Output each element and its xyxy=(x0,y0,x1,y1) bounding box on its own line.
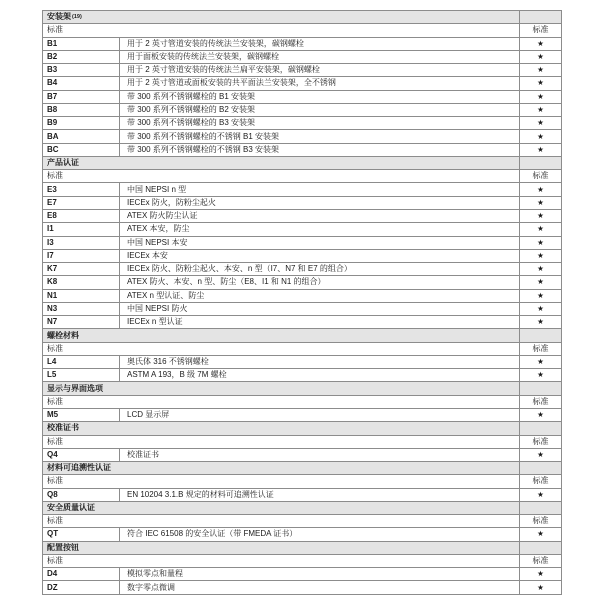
option-description: IECEx 防火，防粉尘起火 xyxy=(119,197,519,209)
availability-cell xyxy=(519,369,561,381)
availability-star-icon: ★ xyxy=(537,250,544,260)
option-description: IECEx n 型认证 xyxy=(119,316,519,328)
option-code: B2 xyxy=(47,51,58,61)
option-description: ATEX 防火、本安、n 型、防尘（E8、I1 和 N1 的组合） xyxy=(119,276,519,288)
availability-column-header: 标准 xyxy=(519,170,561,182)
option-code: M5 xyxy=(47,410,59,420)
option-row xyxy=(43,581,561,594)
option-row xyxy=(43,356,561,369)
option-description: 数字零点微调 xyxy=(119,581,519,593)
option-description: 模拟零点和量程 xyxy=(119,568,519,580)
availability-cell xyxy=(519,290,561,302)
option-code: DZ xyxy=(47,582,58,592)
option-row xyxy=(43,197,561,210)
subheader-standard-label: 标准 xyxy=(47,556,63,566)
option-row xyxy=(43,303,561,316)
availability-star-icon: ★ xyxy=(537,78,544,88)
option-row xyxy=(43,369,561,382)
availability-star-icon: ★ xyxy=(537,277,544,287)
option-description: 中国 NEPSI n 型 xyxy=(119,183,519,195)
availability-star-icon: ★ xyxy=(537,211,544,221)
availability-cell xyxy=(519,38,561,50)
subheader-row xyxy=(43,436,561,449)
availability-cell xyxy=(519,77,561,89)
subheader-standard-label: 标准 xyxy=(47,516,63,526)
availability-cell xyxy=(519,223,561,235)
option-row xyxy=(43,210,561,223)
option-description: 带 300 系列不锈钢螺栓的 B2 安装架 xyxy=(119,104,519,116)
option-code: QT xyxy=(47,529,59,539)
section-header-row xyxy=(43,11,561,24)
option-row xyxy=(43,250,561,263)
option-description: ATEX n 型认证、防尘 xyxy=(119,290,519,302)
availability-cell xyxy=(519,197,561,209)
section-header-row xyxy=(43,329,561,342)
section-header-availability-cell xyxy=(519,157,561,169)
option-code: I1 xyxy=(47,224,54,234)
option-description: ATEX 本安，防尘 xyxy=(119,223,519,235)
option-description: IECEx 本安 xyxy=(119,250,519,262)
subheader-row xyxy=(43,170,561,183)
footnote-superscript: (19) xyxy=(72,13,82,20)
availability-star-icon: ★ xyxy=(537,449,544,459)
option-description: EN 10204 3.1.B 规定的材料可追溯性认证 xyxy=(119,489,519,501)
availability-star-icon: ★ xyxy=(537,65,544,75)
option-description: 奥氏体 316 不锈钢螺栓 xyxy=(119,356,519,368)
availability-cell xyxy=(519,237,561,249)
section-header-availability-cell xyxy=(519,542,561,554)
subheader-row xyxy=(43,475,561,488)
subheader-standard-label: 标准 xyxy=(47,436,63,446)
availability-star-icon: ★ xyxy=(537,104,544,114)
availability-cell xyxy=(519,276,561,288)
option-code: B4 xyxy=(47,78,58,88)
option-description: ATEX 防火防尘认证 xyxy=(119,210,519,222)
option-code: BC xyxy=(47,144,59,154)
option-row xyxy=(43,104,561,117)
availability-cell xyxy=(519,568,561,580)
option-code: N7 xyxy=(47,317,58,327)
section-header-row xyxy=(43,462,561,475)
availability-column-header: 标准 xyxy=(519,515,561,527)
option-code: K7 xyxy=(47,264,58,274)
option-description: 符合 IEC 61508 的安全认证（带 FMEDA 证书） xyxy=(119,528,519,540)
section-title: 材料可追溯性认证 xyxy=(47,463,111,473)
subheader-row xyxy=(43,24,561,37)
option-row xyxy=(43,223,561,236)
section-header-availability-cell xyxy=(519,329,561,341)
availability-cell xyxy=(519,51,561,63)
option-row xyxy=(43,51,561,64)
section-header-row xyxy=(43,422,561,435)
option-description: 中国 NEPSI 本安 xyxy=(119,237,519,249)
option-row xyxy=(43,409,561,422)
option-description: 带 300 系列不锈钢螺栓的不锈钢 B1 安装架 xyxy=(119,130,519,142)
subheader-standard-label: 标准 xyxy=(47,25,63,35)
option-row xyxy=(43,91,561,104)
subheader-row xyxy=(43,555,561,568)
section-header-row xyxy=(43,542,561,555)
availability-column-header: 标准 xyxy=(519,396,561,408)
option-description: IECEx 防火、防粉尘起火、本安、n 型（I7、N7 和 E7 的组合） xyxy=(119,263,519,275)
availability-cell xyxy=(519,263,561,275)
option-row xyxy=(43,144,561,157)
availability-star-icon: ★ xyxy=(537,91,544,101)
availability-star-icon: ★ xyxy=(537,184,544,194)
option-description: LCD 显示屏 xyxy=(119,409,519,421)
option-row xyxy=(43,117,561,130)
availability-star-icon: ★ xyxy=(537,131,544,141)
option-code: L4 xyxy=(47,357,57,367)
option-code: N3 xyxy=(47,303,58,313)
section-header-row xyxy=(43,382,561,395)
availability-star-icon: ★ xyxy=(537,489,544,499)
option-description: 用于 2 英寸管道或面板安装的共平面法兰安装架，全不锈钢 xyxy=(119,77,519,89)
option-code: Q8 xyxy=(47,489,58,499)
availability-star-icon: ★ xyxy=(537,290,544,300)
availability-star-icon: ★ xyxy=(537,529,544,539)
option-code: B9 xyxy=(47,118,58,128)
availability-cell xyxy=(519,104,561,116)
option-code: I3 xyxy=(47,237,54,247)
option-description: 带 300 系列不锈钢螺栓的 B3 安装架 xyxy=(119,117,519,129)
option-row xyxy=(43,316,561,329)
availability-cell xyxy=(519,130,561,142)
option-description: 用于 2 英寸管道安装的传统法兰安装架，碳钢螺栓 xyxy=(119,38,519,50)
option-description: 带 300 系列不锈钢螺栓的不锈钢 B3 安装架 xyxy=(119,144,519,156)
ordering-options-table xyxy=(42,10,562,595)
option-description: 用于 2 英寸管道安装的传统法兰扁平安装架，碳钢螺栓 xyxy=(119,64,519,76)
section-header-availability-cell xyxy=(519,382,561,394)
availability-cell xyxy=(519,356,561,368)
option-row xyxy=(43,38,561,51)
option-row xyxy=(43,237,561,250)
availability-star-icon: ★ xyxy=(537,144,544,154)
availability-cell xyxy=(519,489,561,501)
availability-cell xyxy=(519,64,561,76)
option-row xyxy=(43,77,561,90)
option-row xyxy=(43,568,561,581)
section-header-row xyxy=(43,157,561,170)
option-description: 中国 NEPSI 防火 xyxy=(119,303,519,315)
option-description: ASTM A 193，B 级 7M 螺栓 xyxy=(119,369,519,381)
availability-cell xyxy=(519,250,561,262)
availability-cell xyxy=(519,316,561,328)
subheader-row xyxy=(43,343,561,356)
subheader-row xyxy=(43,396,561,409)
section-header-availability-cell xyxy=(519,502,561,514)
availability-star-icon: ★ xyxy=(537,582,544,592)
availability-star-icon: ★ xyxy=(537,357,544,367)
availability-star-icon: ★ xyxy=(537,237,544,247)
option-code: B3 xyxy=(47,65,58,75)
section-header-availability-cell xyxy=(519,462,561,474)
availability-star-icon: ★ xyxy=(537,303,544,313)
option-row xyxy=(43,489,561,502)
section-title: 配置按钮 xyxy=(47,542,79,552)
availability-cell xyxy=(519,117,561,129)
option-row xyxy=(43,64,561,77)
option-code: I7 xyxy=(47,250,54,260)
option-description: 用于面板安装的传统法兰安装架，碳钢螺栓 xyxy=(119,51,519,63)
availability-star-icon: ★ xyxy=(537,317,544,327)
option-code: B7 xyxy=(47,91,58,101)
section-title: 螺栓材料 xyxy=(47,330,79,340)
option-row xyxy=(43,183,561,196)
section-title: 显示与界面选项 xyxy=(47,383,103,393)
availability-cell xyxy=(519,91,561,103)
section-header-availability-cell xyxy=(519,422,561,434)
availability-cell xyxy=(519,528,561,540)
option-row xyxy=(43,528,561,541)
availability-star-icon: ★ xyxy=(537,410,544,420)
section-title: 产品认证 xyxy=(47,158,79,168)
option-code: L5 xyxy=(47,370,57,380)
option-row xyxy=(43,290,561,303)
availability-star-icon: ★ xyxy=(537,569,544,579)
subheader-standard-label: 标准 xyxy=(47,476,63,486)
availability-star-icon: ★ xyxy=(537,51,544,61)
availability-column-header: 标准 xyxy=(519,475,561,487)
option-code: B8 xyxy=(47,104,58,114)
availability-star-icon: ★ xyxy=(537,264,544,274)
option-code: K8 xyxy=(47,277,58,287)
subheader-standard-label: 标准 xyxy=(47,343,63,353)
availability-star-icon: ★ xyxy=(537,370,544,380)
availability-star-icon: ★ xyxy=(537,118,544,128)
option-code: BA xyxy=(47,131,59,141)
option-code: N1 xyxy=(47,290,58,300)
section-header-availability-cell xyxy=(519,11,561,23)
option-row xyxy=(43,263,561,276)
subheader-row xyxy=(43,515,561,528)
availability-column-header: 标准 xyxy=(519,436,561,448)
option-code: B1 xyxy=(47,38,58,48)
availability-cell xyxy=(519,210,561,222)
availability-cell xyxy=(519,144,561,156)
option-code: Q4 xyxy=(47,449,58,459)
option-description: 带 300 系列不锈钢螺栓的 B1 安装架 xyxy=(119,91,519,103)
availability-star-icon: ★ xyxy=(537,38,544,48)
availability-cell xyxy=(519,449,561,461)
availability-cell xyxy=(519,303,561,315)
option-row xyxy=(43,130,561,143)
subheader-standard-label: 标准 xyxy=(47,396,63,406)
availability-cell xyxy=(519,409,561,421)
availability-column-header: 标准 xyxy=(519,24,561,36)
option-code: E8 xyxy=(47,211,57,221)
option-code: E3 xyxy=(47,184,57,194)
availability-column-header: 标准 xyxy=(519,343,561,355)
subheader-standard-label: 标准 xyxy=(47,171,63,181)
option-code: E7 xyxy=(47,197,57,207)
availability-cell xyxy=(519,183,561,195)
section-title: 安装架 (19) xyxy=(47,12,82,22)
option-description: 校准证书 xyxy=(119,449,519,461)
option-code: D4 xyxy=(47,569,58,579)
availability-star-icon: ★ xyxy=(537,197,544,207)
availability-cell xyxy=(519,581,561,593)
option-row xyxy=(43,449,561,462)
section-title: 安全质量认证 xyxy=(47,502,95,512)
section-title: 校准证书 xyxy=(47,423,79,433)
option-row xyxy=(43,276,561,289)
availability-star-icon: ★ xyxy=(537,224,544,234)
section-header-row xyxy=(43,502,561,515)
availability-column-header: 标准 xyxy=(519,555,561,567)
